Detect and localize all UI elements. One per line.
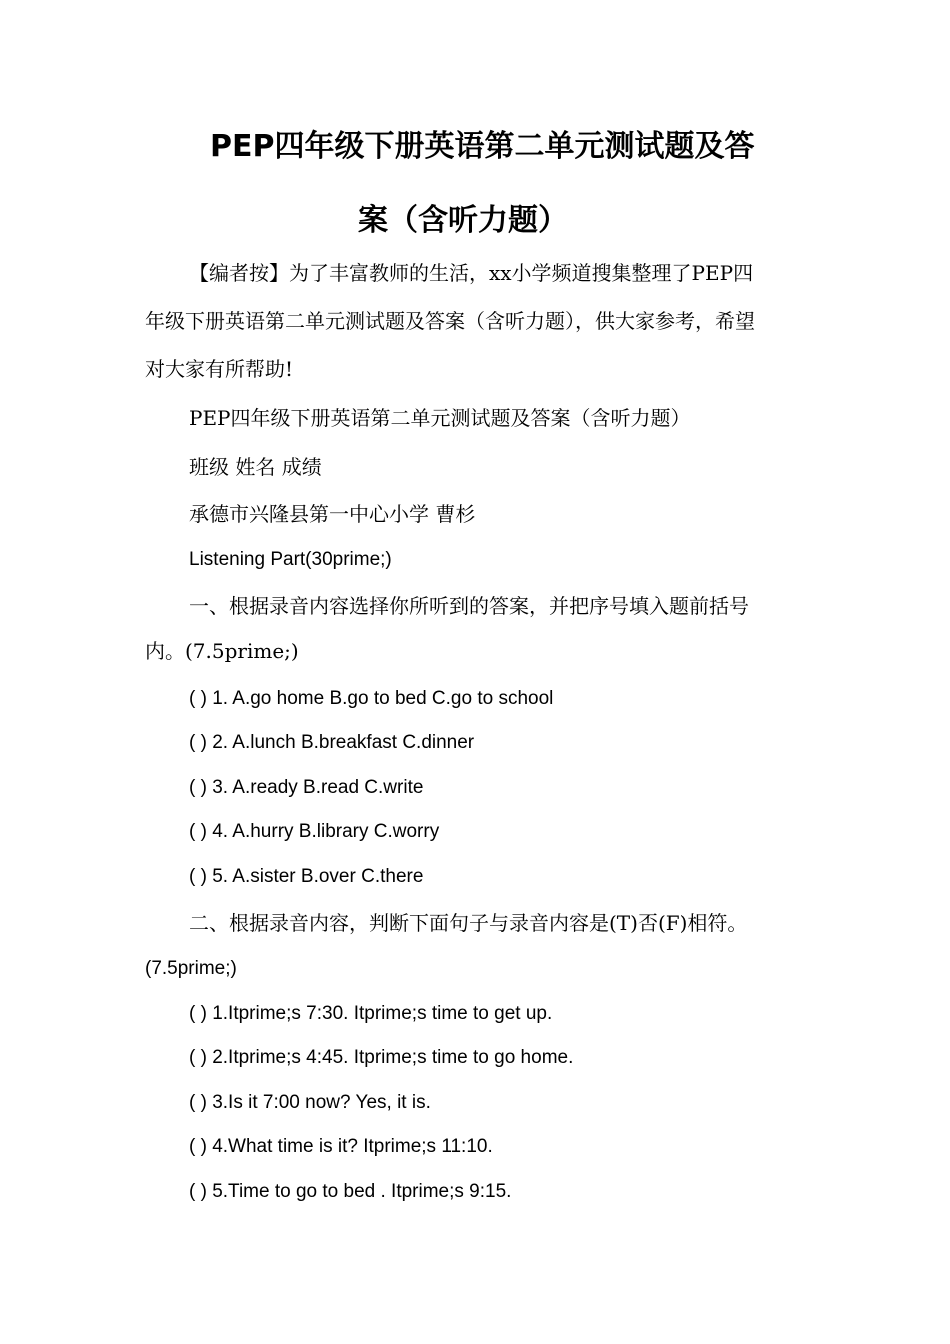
section1-item: ( ) 3. A.ready B.read C.write (189, 777, 424, 798)
section1-heading-line-2: 内。(7.5prime;) (145, 639, 299, 663)
subtitle: PEP四年级下册英语第二单元测试题及答案（含听力题） (189, 406, 691, 430)
class-name-score-line: 班级 姓名 成绩 (189, 455, 322, 479)
section1-item: ( ) 2. A.lunch B.breakfast C.dinner (189, 732, 475, 753)
intro-line-3: 对大家有所帮助! (145, 357, 294, 381)
document-title-line-2: 案（含听力题） (358, 203, 568, 238)
author-line: 承德市兴隆县第一中心小学 曹杉 (189, 502, 476, 526)
section2-item: ( ) 2.Itprime;s 4:45. Itprime;s time to go home. (189, 1047, 574, 1068)
section1-item: ( ) 1. A.go home B.go to bed C.go to school (189, 688, 554, 709)
intro-line-2: 年级下册英语第二单元测试题及答案（含听力题），供大家参考，希望 (145, 309, 755, 333)
section2-item: ( ) 3.Is it 7:00 now? Yes, it is. (189, 1092, 431, 1113)
section1-heading-line-1: 一、根据录音内容选择你所听到的答案，并把序号填入题前括号 (189, 594, 749, 618)
section2-item: ( ) 1.Itprime;s 7:30. Itprime;s time to get up. (189, 1003, 553, 1024)
section2-item: ( ) 4.What time is it? Itprime;s 11:10. (189, 1136, 493, 1157)
intro-line-1: 【编者按】为了丰富教师的生活，xx小学频道搜集整理了PEP四 (189, 261, 754, 285)
document-title-line-1: PEP四年级下册英语第二单元测试题及答 (210, 129, 755, 164)
section2-item: ( ) 5.Time to go to bed . Itprime;s 9:15. (189, 1181, 512, 1202)
section1-item: ( ) 5. A.sister B.over C.there (189, 866, 424, 887)
section2-heading-line-2: (7.5prime;) (145, 958, 237, 979)
section2-heading-line-1: 二、根据录音内容，判断下面句子与录音内容是(T)否(F)相符。 (189, 911, 748, 935)
section1-item: ( ) 4. A.hurry B.library C.worry (189, 821, 440, 842)
listening-part-heading: Listening Part(30prime;) (189, 549, 392, 570)
